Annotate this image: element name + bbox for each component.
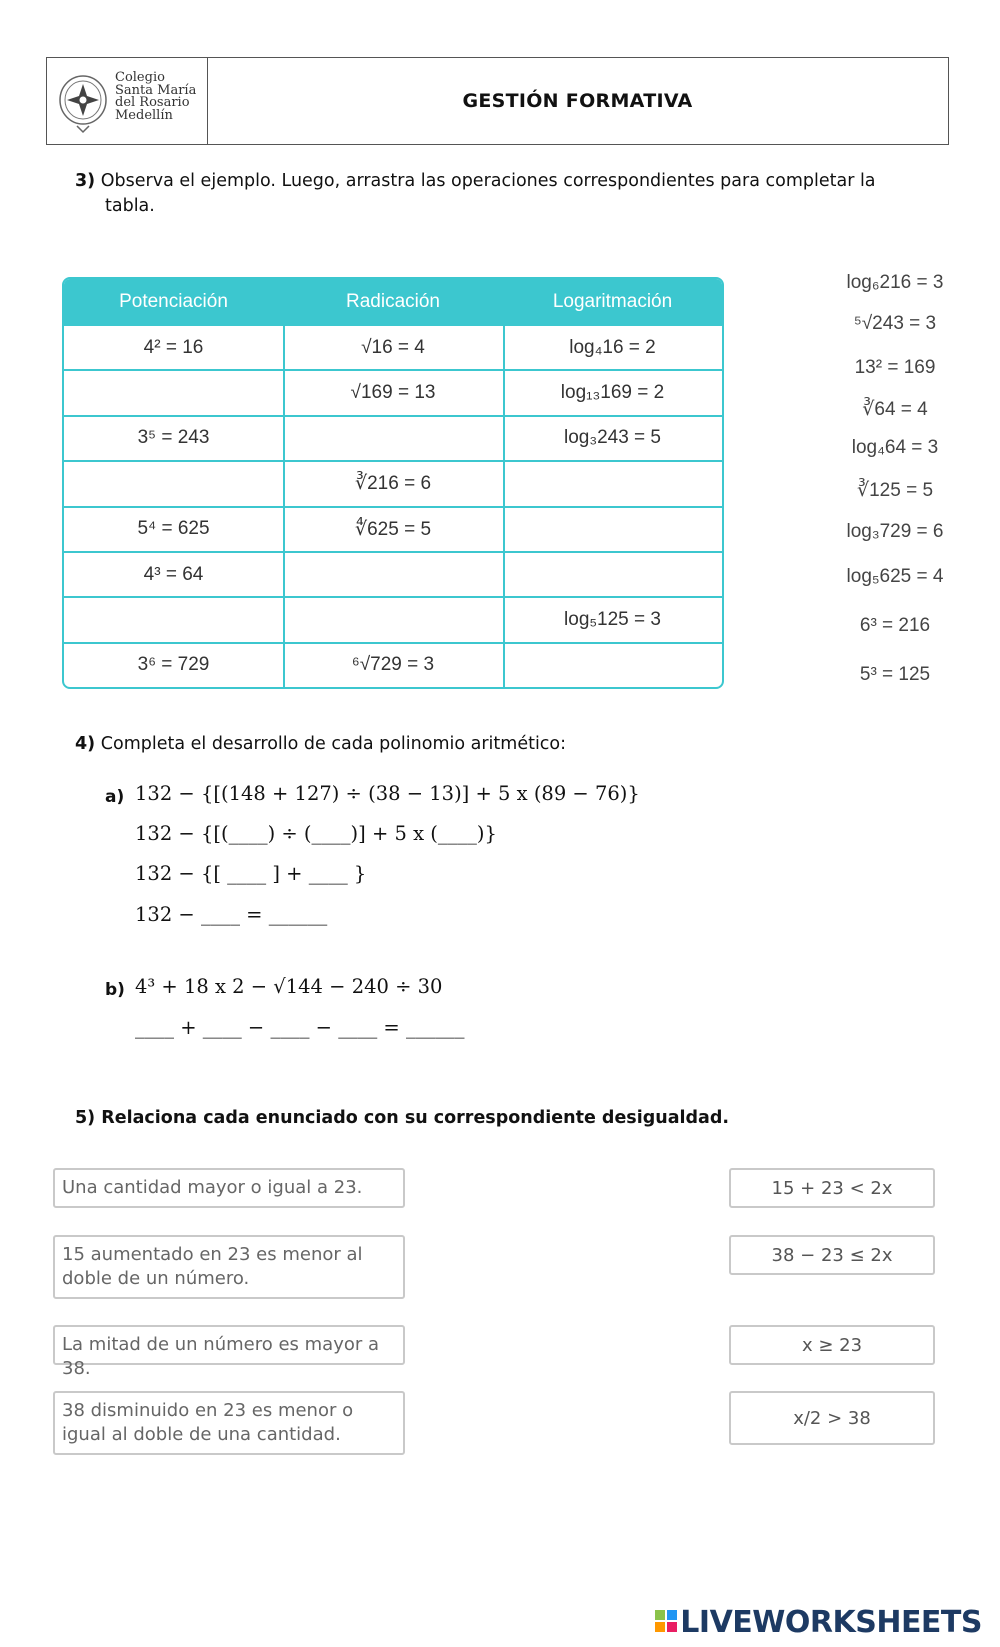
statement-box[interactable]: 15 aumentado en 23 es menor al doble de un número.	[53, 1235, 405, 1299]
table-row	[64, 551, 722, 596]
inequality-box[interactable]: x/2 > 38	[729, 1391, 935, 1445]
inequality-box[interactable]: 15 + 23 < 2x	[729, 1168, 935, 1208]
draggable-operation[interactable]: ∛64 = 4	[862, 399, 928, 420]
school-seal-icon	[57, 68, 109, 136]
statement-box[interactable]: La mitad de un número es mayor a 38.	[53, 1325, 405, 1365]
q5-instructions: 5) Relaciona cada enunciado con su correspondiente desigualdad.	[75, 1108, 730, 1128]
header-logaritmacion: Logaritmación	[552, 290, 673, 312]
table-cell: √169 = 13	[350, 381, 436, 403]
draggable-operation[interactable]: 6³ = 216	[859, 615, 931, 636]
table-header	[64, 279, 722, 324]
header	[46, 57, 949, 145]
drop-target-cell[interactable]	[503, 462, 722, 505]
table-cell: log₅125 = 3	[564, 608, 661, 630]
operations-table	[62, 277, 724, 689]
column-divider	[283, 324, 285, 687]
q4-instructions: 4) Completa el desarrollo de cada polinomio aritmético:	[75, 734, 567, 754]
part-a-label: a)	[105, 787, 125, 807]
part-b-label: b)	[105, 980, 125, 1000]
table-cell: ∛216 = 6	[354, 473, 432, 495]
draggable-operation[interactable]: log₃729 = 6	[846, 521, 944, 542]
table-cell: ∜625 = 5	[354, 518, 432, 540]
drop-target-cell[interactable]	[64, 462, 283, 505]
draggable-operation[interactable]: log₆216 = 3	[846, 272, 944, 293]
school-name: Colegio Santa María del Rosario Medellín	[115, 70, 197, 123]
drop-target-cell[interactable]	[283, 598, 503, 641]
drop-target-cell[interactable]	[503, 644, 722, 687]
part-a-line: 132 − {[(148 + 127) ÷ (38 − 13)] + 5 x (89 − 76)}	[135, 782, 640, 805]
table-cell: √16 = 4	[361, 336, 425, 358]
statement-box[interactable]: Una cantidad mayor o igual a 23.	[53, 1168, 405, 1208]
part-b-line: 4³ + 18 x 2 − √144 − 240 ÷ 30	[135, 975, 443, 998]
drop-target-cell[interactable]	[64, 598, 283, 641]
document-title: GESTIÓN FORMATIVA	[462, 90, 693, 112]
header-radicacion: Radicación	[346, 290, 440, 312]
table-row	[64, 596, 722, 641]
table-row	[64, 506, 722, 551]
table-cell: log₄16 = 2	[569, 336, 656, 358]
school-logo	[47, 58, 208, 144]
table-cell: 4³ = 64	[143, 563, 204, 585]
table-row	[64, 324, 722, 369]
draggable-operation[interactable]: ∛125 = 5	[856, 480, 934, 501]
table-cell: ⁶√729 = 3	[351, 654, 435, 676]
statement-box[interactable]: 38 disminuido en 23 es menor o igual al doble de una cantidad.	[53, 1391, 405, 1455]
table-cell: 3⁵ = 243	[137, 427, 210, 449]
liveworksheets-icon	[655, 1610, 677, 1632]
header-potenciacion: Potenciación	[119, 290, 228, 312]
table-cell: 3⁶ = 729	[137, 654, 210, 676]
drop-target-cell[interactable]	[64, 371, 283, 414]
q3-instructions-cont: tabla.	[105, 196, 155, 216]
q3-instructions: 3) Observa el ejemplo. Luego, arrastra las operaciones correspondientes para completar la	[75, 171, 876, 191]
part-a-line[interactable]: 132 − {[(____) ÷ (____)] + 5 x (____)}	[135, 822, 497, 845]
table-row	[64, 415, 722, 460]
draggable-operation[interactable]: 5³ = 125	[859, 664, 931, 685]
table-cell: 5⁴ = 625	[137, 518, 210, 540]
part-a-line[interactable]: 132 − ____ = ______	[135, 903, 328, 926]
draggable-operation[interactable]: 13² = 169	[854, 357, 936, 378]
table-cell: 4² = 16	[143, 336, 204, 358]
drop-target-cell[interactable]	[283, 417, 503, 460]
part-b-line[interactable]: ____ + ____ − ____ − ____ = ______	[135, 1016, 465, 1039]
draggable-operation[interactable]: log₅625 = 4	[846, 566, 944, 587]
table-row	[64, 369, 722, 414]
draggable-operation[interactable]: ⁵√243 = 3	[853, 313, 937, 334]
inequality-box[interactable]: 38 − 23 ≤ 2x	[729, 1235, 935, 1275]
column-divider	[503, 324, 505, 687]
inequality-box[interactable]: x ≥ 23	[729, 1325, 935, 1365]
table-cell: log₃243 = 5	[563, 427, 661, 449]
part-a-line[interactable]: 132 − {[ ____ ] + ____ }	[135, 862, 367, 885]
table-row	[64, 460, 722, 505]
drop-target-cell[interactable]	[503, 508, 722, 551]
table-cell: log₁₃169 = 2	[560, 381, 665, 403]
drop-target-cell[interactable]	[283, 553, 503, 596]
liveworksheets-logo: LIVEWORKSHEETS	[655, 1605, 982, 1640]
drop-target-cell[interactable]	[503, 553, 722, 596]
draggable-operation[interactable]: log₄64 = 3	[851, 437, 939, 458]
table-row	[64, 642, 722, 687]
